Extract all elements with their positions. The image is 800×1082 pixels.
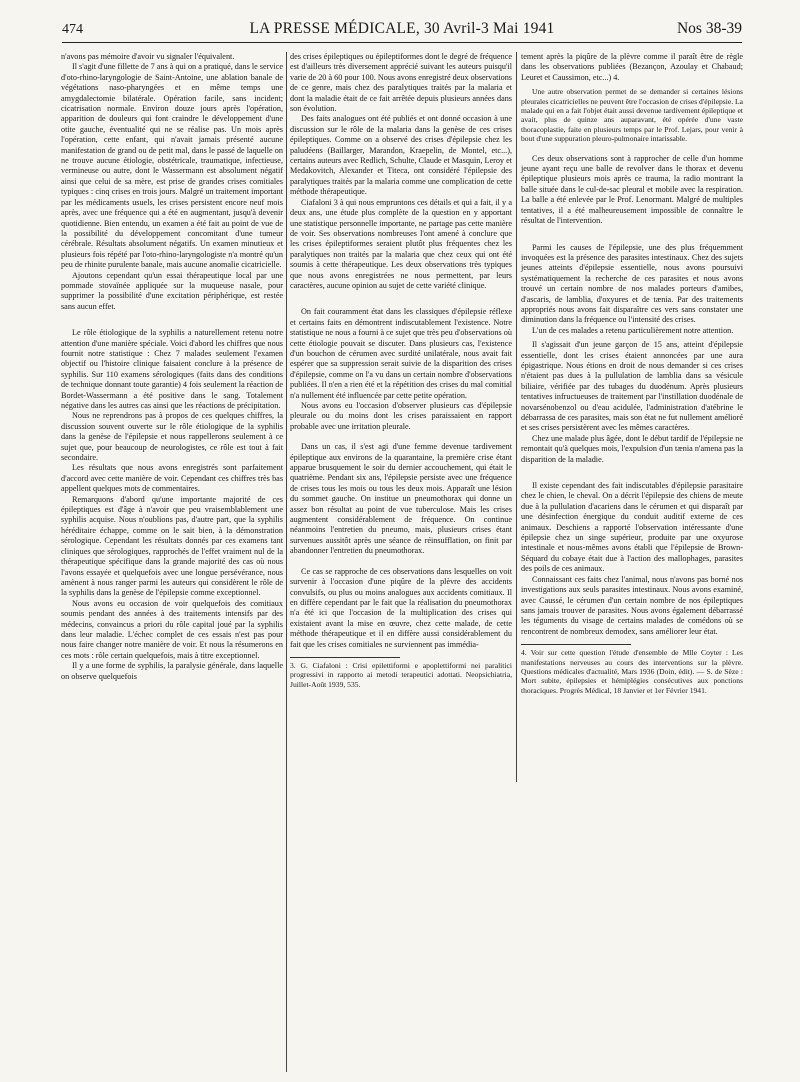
footnote-rule [521,644,631,645]
page-number: 474 [62,22,83,37]
paragraph: L'un de ces malades a retenu particulièrement notre attention. [532,325,734,335]
paragraph: Nous ne reprendrons pas à propos de ces quelques chiffres, la discussion souvent ouverte sur le rôle étiologique de la syphilis dans la genèse de l'épilepsie et nous rappellerons seulement à ce sujet que, pour beaucoup de neurologistes, ce rôle est tout à fait secondaire. [61,411,283,463]
paragraph: Il existe cependant des fait indiscutables d'épilepsie parasitaire chez le chien, le cheval. On a décrit l'épilepsie des chiens de meute due à la pullulation d'acariens dans le cérumen et qui disparaît par une désinfection énergique du conduit auditif externe de ces animaux. Deschiens a rapporté l'observation intéressante d'une épilepsie chez un singe supérieur, produite par une oxyurose intestinale et nous-mêmes avons établi que l'épilepsie de Brown-Séquard du cobaye était due à l'action des mallophages, parasites des poils de ces animaux. [521,481,743,574]
journal-title: LA PRESSE MÉDICALE, 30 Avril-3 Mai 1941 [249,20,555,37]
column-divider-right [516,52,517,782]
footnote: 4. Voir sur cette question l'étude d'ensemble de Mlle Coyter : Les manifestations nerveuses au cours des interventions sur la plèvre. Questions médicales d'actualité, Mars 1936 (Doin, édit). — S. de Sèze : Mort subite, épilepsies et hémiplégies consécutives aux ponctions thoraciques. Progrès Médical, 18 Janvier et 1er Février 1941. [521,648,743,695]
paragraph: Ces deux observations sont à rapprocher de celle d'un homme jeune ayant reçu une balle de revolver dans le thorax et devenu épileptique plusieurs mois après ce trauma, la radio montrant la balle située dans le cul-de-sac pleural et mobile avec la respiration. La balle a été enlevée par le Prof. Lenormant. Malgré de multiples tentatives, il a été malheureusement impossible de connaître le résultat de l'intervention. [521,153,743,226]
issue-number: Nos 38-39 [676,20,742,37]
column-middle [290,52,512,689]
paragraph: Ajoutons cependant qu'un essai thérapeutique local par une pommade stovaïnée appliquée sur la muqueuse nasale, pour supprimer la possibilité d'une excitation périphérique, est restée sans aucun effet. [61,270,283,311]
running-header [62,22,742,43]
column-divider-left [286,52,287,1072]
footnote: 3. G. Ciafaloni : Crisi epilettiformi e apoplettiformi nei paralitici progressivi in rapporto ai metodi terapeutici adottati. Neopsichiatria, Juillet-Août 1939, 535. [290,660,512,689]
paragraph: Dans un cas, il s'est agi d'une femme devenue tardivement épileptique aux environs de la quarantaine, la première crise étant apparue brusquement le soir du dernier accouchement, qui était le quatrième. Pendant six ans, l'épilepsie persiste avec une fréquence de crises tous les mois ou tous les deux mois. Apparaît une lésion du sommet gauche. On institue un pneumothorax qui donne un assez bon résultat au point de vue tuberculose. Mais les crises augmentent considérablement de fréquence. On continue néanmoins l'entretien du pneumo, mais, plusieurs crises étant survenues aussitôt après une séance de réinsufflation, on finit par abandonner l'entretien du pneumothorax. [290,442,512,556]
paragraph: Il s'agissait d'un jeune garçon de 15 ans, atteint d'épilepsie essentielle, dont les crises étaient annoncées par une aura épigastrique. Nous étions en droit de nous demander si ces crises n'étaient pas dues à la pullulation de lamblia dans sa vésicule biliaire, vérifiée par des tubages du duodénum. Après plusieurs tentatives infructueuses de traitement par l'instillation duodénale de novarsénobenzol ou d'eau acidulée, l'administration d'atébrine le débarrassa de ces parasites, mais son état ne fut nullement amélioré et ses crises persistèrent avec les mêmes caractères. [521,340,743,433]
paragraph: Chez une malade plus âgée, dont le début tardif de l'épilepsie ne remontait qu'à quelques mois, l'expulsion d'un tænia n'amena pas la disparition de la maladie. [521,433,743,464]
paragraph: n'avons pas mémoire d'avoir vu signaler l'équivalent. [61,52,235,61]
paragraph: Il s'agit d'une fillette de 7 ans à qui on a pratiqué, dans le service d'oto-rhino-laryngologie de Saint-Antoine, une ablation banale de végétations naso-pharyngées et en même temps une amygdalectomie bilatérale. Opération facile, sans incident; cicatrisation normale. Environ douze jours après l'opération, apparition de douleurs qui font craindre le développement d'une otite gauche, éventualité qui ne se réalise pas. Un mois après l'opération, cette enfant, qui n'avait jamais présenté aucune manifestation de grand ou de petit mal, dans le passé de laquelle on ne trouve aucune étiologie, obstétricale, traumatique, infectieuse, vermineuse ou autre, dont le Wassermann est absolument négatif ainsi que celui de sa mère, est prise de grandes crises comitiales typiques : cinq crises en trois jours. Malgré un traitement important par les médicaments usuels, les crises persistent encore neuf mois après, avec une fréquence qui a été en augmentant, jusqu'à devenir quotidienne. Bien entendu, un examen a été fait au point de vue de la possibilité du développement concomitant d'une tumeur cérébrale. Résultats absolument négatifs. Un examen minutieux et plusieurs fois répété par l'oto-rhino-laryngologiste n'a montré qu'un peu de rhinite purulente banale, mais aucune anomalie cicatricielle. [61,62,283,270]
paragraph: Il y a une forme de syphilis, la paralysie générale, dans laquelle on observe quelquefois [61,661,283,681]
column-left [61,52,283,682]
paragraph: Connaissant ces faits chez l'animal, nous n'avons pas borné nos investigations aux seuls parasites intestinaux. Nous avons examiné, avec Caussé, le cérumen d'un certain nombre de nos épileptiques sans jamais trouver de parasites. Nous avons également débarrassé les téguments du visage de certains malades de comédons où se rencontrent de nombreux demodex, sans améliorer leur état. [521,574,743,636]
paragraph: Ce cas se rapproche de ces observations dans lesquelles on voit survenir à l'occasion d'une piqûre de la plèvre des accidents convulsifs, ou plus ou moins analogues aux accidents comitiaux. Il en diffère cependant par le fait que la réalisation du pneumothorax n'a été ici que l'occasion de la multiplication des crises qui existaient avant la mise en œuvre, chez cette malade, de cette méthode thérapeutique et il en diffère aussi considérablement du fait que les crises comitiales ne surviennent pas immédia- [290,566,512,649]
paragraph: Les résultats que nous avons enregistrés sont parfaitement d'accord avec cette manière de voir. Cependant ces chiffres très bas appellent quelques mots de commentaires. [61,463,283,494]
paragraph: Le rôle étiologique de la syphilis a naturellement retenu notre attention d'une manière spéciale. Voici d'abord les chiffres que nous fournit notre statistique : Chez 7 malades seulement l'examen objectif ou l'histoire clinique faisaient conclure à la présence de syphilis. Sur 110 examens sérologiques (faits dans des conditions de technique donnant toute garantie) 4 fois seulement la réaction de Bordet-Wassermann a été positive dans le sang. Totalement négative dans les autres cas ainsi que les réactions de précipitation. [61,328,283,410]
paragraph: tement après la piqûre de la plèvre comme il paraît être de règle dans les observations publiées (Bezançon, Azoulay et Chabaud; Leuret et Caussimon, etc...) 4. [521,52,743,82]
paragraph: Nous avons eu l'occasion d'observer plusieurs cas d'épilepsie pleurale ou du moins dont les crises paraissaient en rapport probable avec une irritation pleurale. [290,401,512,431]
paragraph: Remarquons d'abord qu'une importante majorité de ces épileptiques est d'âge à n'avoir que peu vraisemblablement une syphilis acquise. Nous n'oublions pas, d'autre part, que la syphilis héréditaire échappe, comme on le sait bien, à la démonstration sérologique. Cependant les résultats donnés par ces examens tant cliniques que sérologiques, rapprochés de l'effet vraiment nul de la thérapeutique spécifique dans la grande majorité des cas où nous l'avons essayée et quelquefois avec une longue persévérance, nous amènent à nous ranger parmi les auteurs qui considèrent le rôle de la syphilis dans la genèse de l'épilepsie comme exceptionnel. [61,494,283,598]
paragraph: Une autre observation permet de se demander si certaines lésions pleurales cicatricielles ne peuvent être l'occasion de crises d'épilepsie. La malade qui en a fait l'objet était aussi devenue tardivement épileptique et avait, plus de quinze ans auparavant, été opérée d'une vaste thoracoplastie, faite en plusieurs temps par le Prof. Lejars, pour venir à bout d'une suppuration pleuro-pulmonaire intarissable. [521,87,744,144]
paragraph: Des faits analogues ont été publiés et ont donné occasion à une discussion sur le rôle de la malaria dans la genèse de ces crises épileptiques. Comme on a observé des crises d'épilepsie chez les paludéens (Baillarger, Marandon, Kraepelin, de Montel, etc...), certains auteurs avec Redlich, Schulte, Claude et Masquin, Leroy et Medakovitch, Alexander et Titeca, ont considéré l'épilepsie des paralytiques traités par la malaria comme une complication de cette méthode thérapeutique. [290,114,512,197]
paragraph: Nous avons eu occasion de voir quelquefois des comitiaux soumis pendant des années à des traitements intensifs par des médecins, convaincus a priori du rôle capital joué par la syphilis dans leur maladie. L'échec complet de ces essais n'est pas pour nous faire changer notre manière de voir. Et nous la résumerons en ces mots : rôle certain quelquefois, mais à titre exceptionnel. [61,598,283,660]
paragraph: des crises épileptiques ou épileptiformes dont le degré de fréquence est d'ailleurs très diversement apprécié suivant les auteurs puisqu'il varie de 20 à 60 pour 100. Nous avons enregistré deux observations de ce genre, mais chez des paralytiques traités par la malaria et dont la maladie était de ce fait arrêtée depuis plusieurs années dans son évolution. [290,52,512,114]
footnote-rule [290,657,400,658]
paragraph: Parmi les causes de l'épilepsie, une des plus fréquemment invoquées est la présence des parasites intestinaux. Chez des sujets jeunes atteints d'épilepsie essentielle, nous avons poursuivi systématiquement la recherche de ces parasites et nous avons trouvé un certain nombre de nos malades porteurs d'amibes, d'ascaris, de lamblia, d'oxyures et de tænia. Par des traitements appropriés nous avons fait disparaître ces vers sans constater une diminution dans la fréquence ou l'intensité des crises. [521,242,743,325]
column-right [521,52,743,695]
paragraph: Ciafaloni 3 à qui nous empruntons ces détails et qui a fait, il y a deux ans, une étude plus complète de la question en y apportant une statistique personnelle importante, ne partage pas cette manière de voir. Ses observations nombreuses l'ont amené à conclure que les crises épileptiformes seraient plutôt plus fréquentes chez les paralytiques non traités par la malaria que chez ceux qui ont été soumis à cette thérapeutique. Les deux observations très typiques que nous avons enregistrées ne nous permettent, par leurs caractères, aucune opinion au sujet de cette variété clinique. [290,197,512,290]
paragraph: On fait couramment état dans les classiques d'épilepsie réflexe et certains faits en démontrent indiscutablement l'existence. Notre statistique ne nous a fourni à ce sujet que très peu d'observations où cette étiologie pouvait se discuter. Dans plusieurs cas, l'existence d'un bouchon de cérumen avec surdité unilatérale, nous avait fait espérer que sa suppression serait suivie de la disparition des crises d'épilepsie, comme on l'a vu dans un certain nombre d'observations publiées. Il n'en a rien été et la répétition des crises du mal comitial n'a nullement été influencée par cette petite opération. [290,307,512,400]
